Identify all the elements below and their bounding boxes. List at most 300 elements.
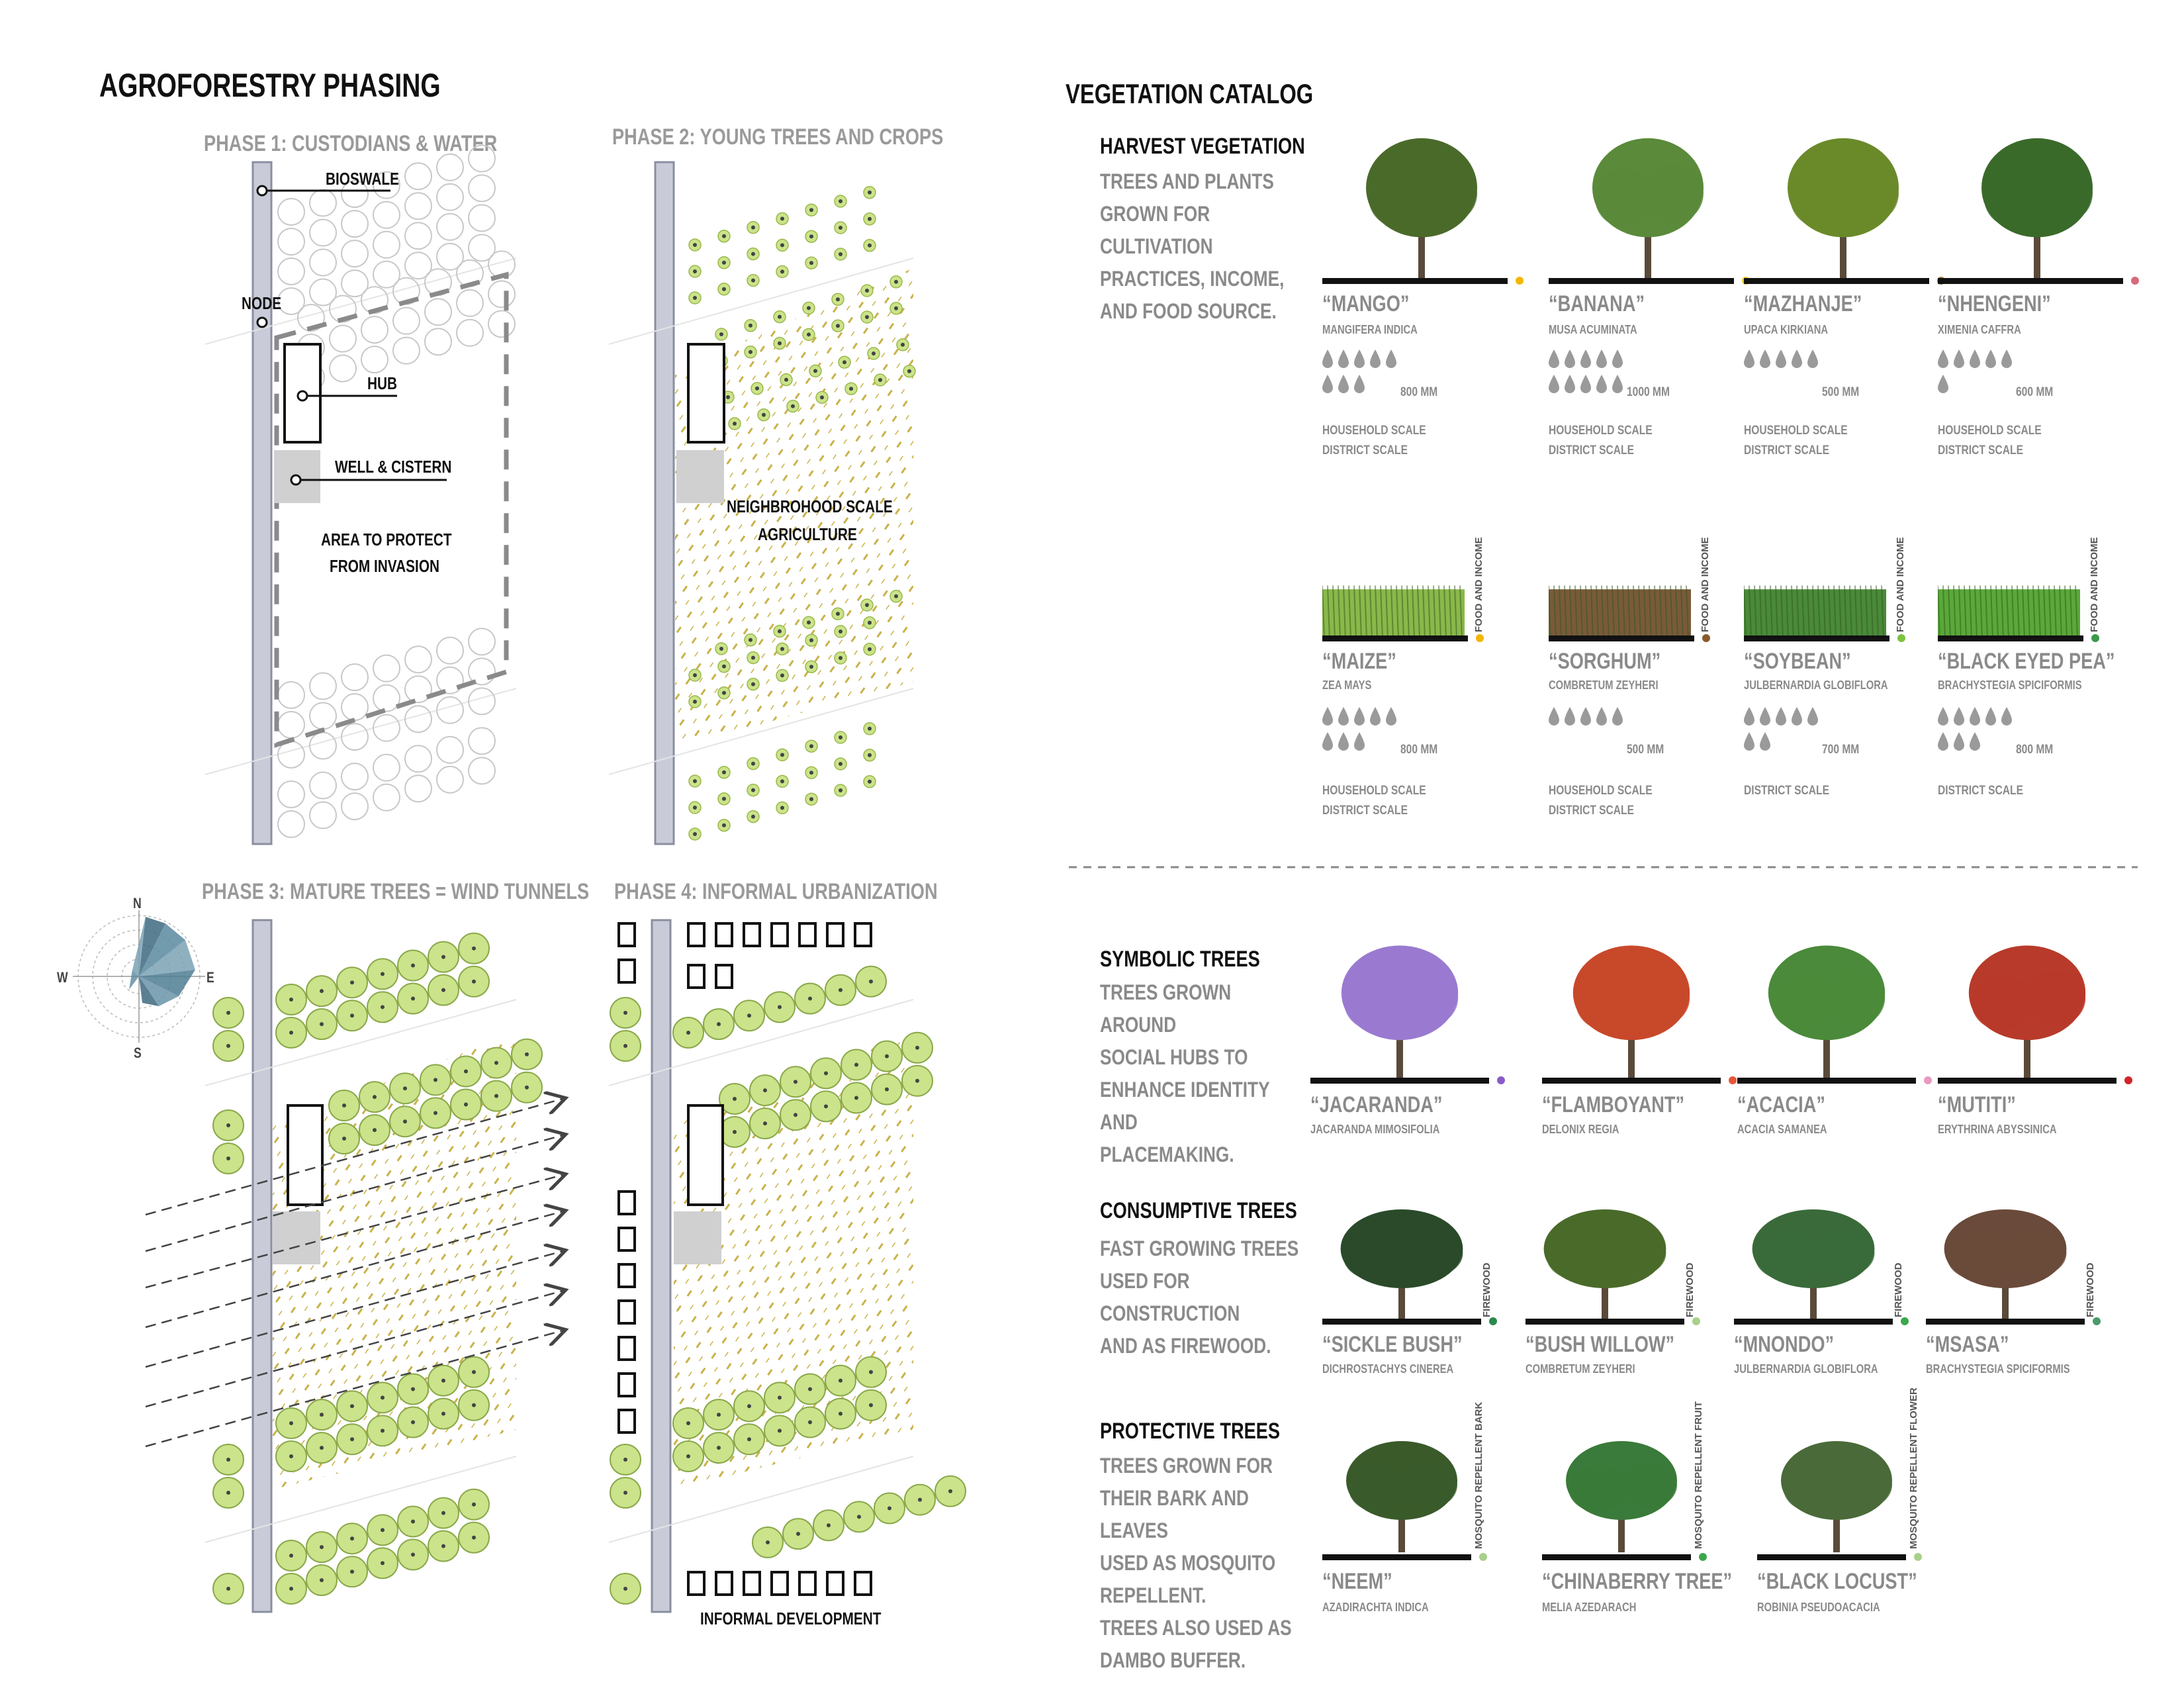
scientific-name: AZADIRACHTA INDICA — [1322, 1601, 1429, 1614]
well-cistern-label: WELL & CISTERN — [335, 457, 452, 477]
scale-info — [1322, 421, 1426, 461]
scientific-name: COMBRETUM ZEYHERI — [1525, 1362, 1635, 1376]
tree-center — [693, 700, 697, 704]
category-dot — [1924, 1076, 1932, 1084]
informal-house — [688, 965, 704, 988]
tree-center — [807, 332, 811, 336]
informal-house — [799, 1572, 815, 1595]
tree-placeholder — [488, 281, 515, 307]
tree-center — [807, 306, 811, 310]
tree-center — [441, 1511, 445, 1515]
tree-placeholder — [373, 755, 400, 781]
drop-icon — [1744, 707, 1754, 726]
tree-center — [839, 656, 842, 660]
tree-center — [751, 279, 755, 283]
scientific-name: JACARANDA MIMOSIFOLIA — [1310, 1123, 1440, 1136]
tree-center — [381, 1395, 385, 1399]
drop-icon — [1565, 350, 1575, 368]
informal-house — [827, 1572, 843, 1595]
tree-center — [411, 963, 415, 967]
tree-center — [885, 1088, 889, 1092]
tree-center — [813, 369, 817, 373]
tree-placeholder — [393, 338, 420, 364]
plant-name: “NHENGENI” — [1938, 291, 2051, 316]
ground-bar — [1744, 635, 1889, 641]
tree-center — [849, 387, 853, 391]
consumptive-desc — [1100, 1233, 1306, 1362]
tree-center — [441, 1412, 445, 1416]
tree-center — [872, 352, 876, 355]
tree-center — [751, 815, 755, 819]
tree-center — [411, 1519, 415, 1523]
symbolic-title: SYMBOLIC TREES — [1100, 947, 1260, 972]
informal-house — [619, 1301, 635, 1323]
tree-center — [464, 1102, 468, 1106]
tree-placeholder — [437, 767, 463, 793]
tree-center — [381, 1528, 385, 1532]
plant-name: “BUSH WILLOW” — [1525, 1332, 1675, 1357]
scale-line: DISTRICT SCALE — [1549, 804, 1634, 818]
tree-placeholder — [405, 163, 432, 189]
scale-line: DISTRICT SCALE — [1938, 784, 2023, 798]
tree-center — [751, 252, 755, 256]
scientific-name: DICHROSTACHYS CINEREA — [1322, 1362, 1454, 1376]
tree-center — [472, 1536, 476, 1540]
tree-placeholder — [310, 703, 336, 729]
tree-center — [472, 1370, 476, 1374]
tree-center — [836, 612, 840, 616]
scientific-name: MELIA AZEDARACH — [1542, 1601, 1637, 1614]
ground-bar — [1757, 1554, 1906, 1560]
tree-placeholder — [488, 310, 515, 337]
tree-center — [226, 1491, 230, 1495]
harvest-desc-line: GROWN FOR CULTIVATION — [1100, 202, 1213, 258]
tree-placeholder — [405, 745, 432, 772]
tree-center — [719, 647, 723, 651]
tree-center — [809, 261, 813, 265]
tree-center — [915, 1046, 919, 1050]
tree-center — [869, 1403, 873, 1407]
drop-icon — [1792, 707, 1802, 726]
harvest-desc-line: AND FOOD SOURCE. — [1100, 299, 1277, 323]
tree-center — [763, 1121, 767, 1125]
tree-center — [868, 621, 872, 625]
tree-center — [865, 289, 869, 293]
water-requirement: 800 MM — [1400, 743, 1438, 757]
tree-center — [373, 1128, 377, 1132]
tree-center — [918, 1498, 922, 1502]
tree-center — [717, 1446, 721, 1450]
symbolic-desc — [1100, 976, 1306, 1171]
tree-illustration — [1582, 132, 1714, 278]
tree-center — [749, 350, 752, 354]
tree-placeholder — [330, 326, 356, 352]
use-tag: FOOD AND INCOME — [1473, 537, 1484, 632]
tree-center — [693, 296, 697, 300]
tree-illustration — [1757, 940, 1896, 1079]
tree-center — [887, 1506, 891, 1510]
category-dot — [1692, 1317, 1700, 1325]
tree-center — [373, 1095, 377, 1099]
tree-center — [894, 306, 898, 310]
ground-bar — [1938, 278, 2123, 284]
tree-center — [411, 1387, 415, 1391]
drop-icon — [1322, 707, 1333, 726]
ground-bar — [1938, 1078, 2116, 1084]
protective-title: PROTECTIVE TREES — [1100, 1419, 1281, 1444]
phase-3-title: PHASE 3: MATURE TREES = WIND TUNNELS — [202, 879, 590, 904]
ground-bar — [1926, 1319, 2085, 1325]
scientific-name: MANGIFERA INDICA — [1322, 323, 1418, 336]
hub-phase-3 — [288, 1105, 322, 1205]
tree-placeholder — [310, 250, 336, 276]
scale-line: HOUSEHOLD SCALE — [1938, 424, 2042, 438]
tree-center — [780, 269, 784, 273]
tree-center — [342, 1137, 346, 1141]
tree-center — [763, 1088, 767, 1092]
water-requirement: 800 MM — [1400, 385, 1438, 399]
ground-bar — [1744, 278, 1929, 284]
tree-placeholder — [437, 184, 463, 211]
ground-bar — [1322, 1554, 1471, 1560]
tree-center — [472, 1503, 476, 1507]
informal-house — [772, 923, 788, 946]
tree-center — [868, 217, 872, 221]
tree-center — [350, 1013, 354, 1017]
category-dot — [1489, 1317, 1497, 1325]
use-tag: MOSQUITO REPELLENT BARK — [1473, 1401, 1484, 1549]
symbolic-desc-line: SOCIAL HUBS TO — [1100, 1045, 1248, 1069]
tree-center — [342, 1103, 346, 1107]
informal-house — [619, 1228, 635, 1250]
ground-bar — [1938, 635, 2083, 641]
tree-center — [808, 996, 812, 1000]
tree-center — [717, 1413, 721, 1417]
water-demand-drops — [1543, 702, 1636, 755]
drop-icon — [1354, 732, 1365, 751]
tree-center — [320, 1022, 324, 1026]
tree-center — [693, 832, 697, 836]
drop-icon — [1322, 375, 1333, 393]
plant-name: “MNONDO” — [1734, 1332, 1835, 1357]
tree-center — [494, 1061, 498, 1065]
water-demand-drops — [1739, 702, 1831, 755]
category-dot — [1479, 1553, 1487, 1561]
tree-center — [722, 234, 726, 238]
use-tag: FIREWOOD — [1481, 1262, 1492, 1317]
tree-illustration — [1562, 940, 1701, 1079]
agriculture-label-2: AGRICULTURE — [758, 524, 857, 544]
tree-illustration — [1329, 1205, 1475, 1321]
tree-center — [350, 1404, 354, 1408]
plant-name: “MUTITI” — [1938, 1092, 2016, 1117]
plant-name: “ACACIA” — [1737, 1092, 1825, 1117]
category-dot — [1497, 1076, 1505, 1084]
category-dot — [2091, 634, 2099, 642]
category-dot — [1897, 634, 1905, 642]
category-dot — [1476, 634, 1484, 642]
tree-placeholder — [405, 775, 432, 802]
tree-placeholder — [457, 290, 483, 316]
tree-center — [751, 762, 755, 766]
scientific-name: DELONIX REGIA — [1542, 1123, 1619, 1136]
tree-placeholder — [278, 228, 304, 255]
use-tag: FIREWOOD — [2085, 1262, 2096, 1317]
tree-center — [494, 1094, 498, 1098]
tree-center — [780, 647, 784, 651]
tree-placeholder — [469, 628, 495, 655]
scale-line: DISTRICT SCALE — [1549, 444, 1634, 457]
category-dot — [1729, 1076, 1737, 1084]
drop-icon — [1938, 732, 1948, 751]
tree-placeholder — [469, 145, 495, 171]
tree-illustration — [1330, 940, 1469, 1079]
scientific-name: COMBRETUM ZEYHERI — [1549, 679, 1659, 692]
protective-desc-line: DAMBO BUFFER. — [1100, 1648, 1246, 1672]
tree-center — [464, 1069, 468, 1073]
scale-info — [1744, 781, 1829, 801]
informal-house — [855, 1572, 871, 1595]
drop-icon — [1338, 707, 1349, 726]
tree-placeholder — [341, 724, 368, 750]
compass-w: W — [57, 969, 68, 986]
informal-house — [744, 1572, 760, 1595]
tree-illustration — [1744, 563, 1886, 639]
tree-center — [809, 234, 813, 238]
tree-placeholder — [310, 733, 336, 759]
hub-phase-2 — [688, 344, 724, 442]
drop-icon — [1612, 375, 1623, 393]
tree-center — [762, 413, 766, 417]
tree-center — [719, 332, 723, 336]
tree-center — [778, 342, 782, 346]
ground-bar — [1542, 1078, 1721, 1084]
tree-illustration — [1741, 1205, 1886, 1321]
plant-name: “BLACK EYED PEA” — [1938, 649, 2115, 674]
tree-placeholder — [330, 355, 356, 382]
tree-center — [441, 988, 445, 992]
tree-center — [525, 1053, 529, 1056]
tree-placeholder — [457, 320, 483, 346]
tree-center — [839, 762, 842, 766]
tree-illustration — [1958, 940, 2097, 1079]
use-tag: MOSQUITO REPELLENT FRUIT — [1693, 1401, 1704, 1549]
tree-center — [623, 1044, 627, 1048]
tree-center — [403, 1086, 407, 1090]
informal-house — [688, 1572, 704, 1595]
tree-center — [749, 638, 752, 642]
symbolic-desc-line: ENHANCE IDENTITY AND — [1100, 1078, 1270, 1134]
tree-center — [717, 1022, 721, 1026]
use-tag: FIREWOOD — [1684, 1262, 1696, 1317]
tree-center — [755, 387, 759, 391]
drop-icon — [1776, 350, 1786, 368]
tree-placeholder — [278, 258, 304, 285]
tree-center — [722, 665, 726, 669]
tree-placeholder — [469, 205, 495, 231]
tree-center — [686, 1454, 690, 1458]
scientific-name: BRACHYSTEGIA SPICIFORMIS — [1938, 679, 2082, 692]
drop-icon — [1580, 375, 1591, 393]
node-label: NODE — [242, 293, 282, 313]
drop-icon — [1985, 350, 1996, 368]
water-demand-drops — [1933, 344, 2025, 397]
water-demand-drops — [1933, 702, 2025, 755]
tree-center — [766, 1540, 770, 1544]
scale-info — [1744, 421, 1848, 461]
tree-center — [839, 1412, 842, 1416]
tree-center — [854, 1096, 858, 1100]
tree-center — [869, 1370, 873, 1374]
category-dot — [1914, 1553, 1922, 1561]
category-dot — [2124, 1076, 2132, 1084]
ground-bar — [1322, 1319, 1481, 1325]
protective-desc-line: TREES GROWN FOR — [1100, 1454, 1273, 1477]
use-tag: FOOD AND INCOME — [1700, 537, 1711, 632]
tree-center — [693, 243, 697, 247]
harvest-desc-line: PRACTICES, INCOME, — [1100, 267, 1285, 291]
tree-center — [733, 1097, 737, 1101]
scientific-name: ERYTHRINA ABYSSINICA — [1938, 1123, 2057, 1136]
drop-icon — [1386, 350, 1396, 368]
tree-illustration — [1777, 132, 1909, 278]
tree-center — [722, 261, 726, 265]
informal-house — [744, 923, 760, 946]
use-tag: FOOD AND INCOME — [1895, 537, 1906, 632]
scale-line: HOUSEHOLD SCALE — [1744, 424, 1848, 438]
tree-placeholder — [373, 202, 400, 228]
tree-center — [865, 315, 869, 319]
category-dot — [2131, 277, 2139, 285]
ground-bar — [1310, 1078, 1489, 1084]
drop-icon — [1612, 707, 1623, 726]
tree-center — [894, 280, 898, 284]
tree-center — [433, 1111, 437, 1115]
tree-center — [784, 378, 788, 382]
compass-s: S — [134, 1045, 142, 1061]
tree-center — [796, 1532, 800, 1536]
scale-line: DISTRICT SCALE — [1938, 444, 2023, 457]
water-requirement: 500 MM — [1822, 385, 1860, 399]
tree-placeholder — [341, 240, 368, 267]
tree-center — [809, 797, 813, 801]
tree-placeholder — [341, 211, 368, 237]
drop-icon — [1596, 707, 1607, 726]
tree-placeholder — [361, 346, 388, 373]
tree-center — [722, 287, 726, 291]
tree-center — [441, 1544, 445, 1548]
drop-icon — [1776, 707, 1786, 726]
phase-1-title: PHASE 1: CUSTODIANS & WATER — [204, 131, 498, 156]
drop-icon — [1549, 350, 1559, 368]
protective-desc-line: TREES ALSO USED AS — [1100, 1616, 1292, 1640]
tree-center — [733, 422, 737, 426]
tree-center — [472, 1403, 476, 1407]
hub-label: HUB — [367, 373, 398, 393]
scale-line: HOUSEHOLD SCALE — [1322, 784, 1426, 798]
tree-center — [780, 779, 784, 783]
symbolic-desc-line: PLACEMAKING. — [1100, 1143, 1234, 1166]
informal-house — [716, 965, 732, 988]
drop-icon — [1744, 350, 1754, 368]
drop-icon — [1744, 732, 1754, 751]
tree-center — [623, 1458, 627, 1462]
scale-line: DISTRICT SCALE — [1744, 784, 1829, 798]
plant-name: “BLACK LOCUST” — [1757, 1569, 1917, 1594]
tree-center — [623, 1491, 627, 1495]
tree-illustration — [1322, 563, 1465, 639]
scientific-name: JULBERNARDIA GLOBIFLORA — [1744, 679, 1888, 692]
drop-icon — [1807, 350, 1818, 368]
tree-illustration — [1933, 1205, 2078, 1321]
tree-placeholder — [341, 694, 368, 720]
harvest-title: HARVEST VEGETATION — [1100, 134, 1305, 159]
water-requirement: 800 MM — [2016, 743, 2054, 757]
drop-icon — [1954, 707, 1964, 726]
tree-center — [747, 1404, 751, 1408]
symbolic-desc-line: TREES GROWN AROUND — [1100, 980, 1232, 1037]
tree-center — [915, 1079, 919, 1083]
tree-center — [747, 1437, 751, 1441]
scientific-name: BRACHYSTEGIA SPICIFORMIS — [1926, 1362, 2070, 1376]
tree-placeholder — [425, 299, 451, 325]
water-requirement: 600 MM — [2016, 385, 2054, 399]
tree-center — [794, 1113, 797, 1117]
tree-center — [226, 1156, 230, 1160]
protective-desc-line: REPELLENT. — [1100, 1583, 1206, 1607]
tree-center — [751, 788, 755, 792]
drop-icon — [1549, 375, 1559, 393]
informal-house — [716, 923, 732, 946]
tree-center — [411, 996, 415, 1000]
tree-placeholder — [405, 646, 432, 673]
informal-house — [772, 1572, 788, 1595]
tree-center — [623, 1587, 627, 1591]
plant-name: “MAIZE” — [1322, 649, 1396, 674]
tree-center — [289, 998, 293, 1002]
tree-center — [857, 1515, 861, 1519]
tree-illustration — [1549, 563, 1691, 639]
scientific-name: XIMENIA CAFFRA — [1938, 323, 2021, 336]
plant-name: “SOYBEAN” — [1744, 649, 1851, 674]
scientific-name: UPACA KIRKIANA — [1744, 323, 1829, 336]
tree-center — [820, 395, 824, 399]
tree-center — [868, 780, 872, 784]
drop-icon — [1322, 350, 1333, 368]
tree-center — [778, 1429, 782, 1432]
tree-center — [289, 1031, 293, 1035]
tree-placeholder — [278, 199, 304, 225]
informal-house — [619, 960, 635, 982]
tree-center — [751, 656, 755, 660]
agriculture-label-1: NEIGHBROHOOD SCALE — [727, 496, 893, 516]
drop-icon — [1370, 350, 1381, 368]
drop-icon — [1760, 707, 1770, 726]
compass-e: E — [206, 969, 214, 986]
tree-center — [868, 727, 872, 731]
tree-center — [839, 788, 842, 792]
tree-placeholder — [341, 763, 368, 790]
tree-center — [809, 208, 813, 212]
informal-house — [799, 923, 815, 946]
tree-placeholder — [437, 667, 463, 694]
plant-name: “MAZHANJE” — [1744, 291, 1862, 316]
tree-center — [807, 620, 811, 624]
tree-center — [791, 404, 795, 408]
plant-name: “SORGHUM” — [1549, 649, 1661, 674]
scientific-name: ROBINIA PSEUDOACACIA — [1757, 1601, 1880, 1614]
tree-placeholder — [310, 190, 336, 216]
